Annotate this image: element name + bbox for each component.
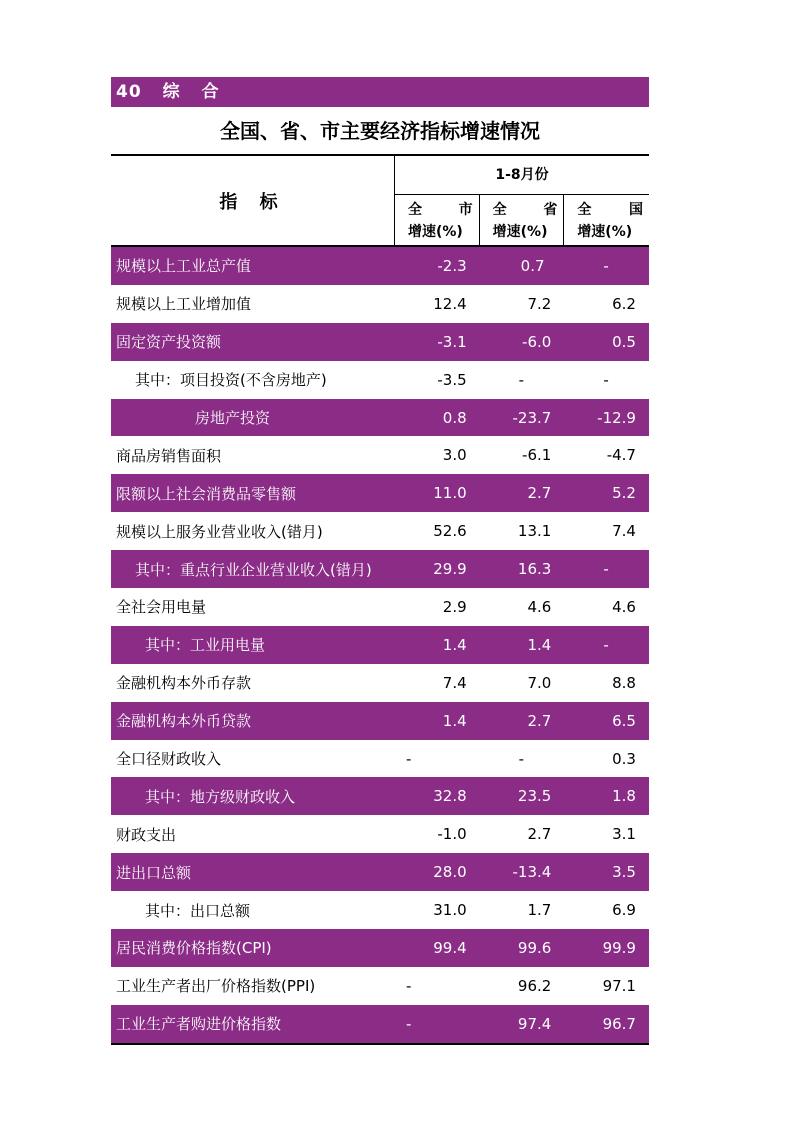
city-value: 12.4: [433, 294, 467, 313]
nation-value: 97.1: [602, 976, 636, 995]
row-label: 居民消费价格指数(CPI): [116, 939, 272, 958]
nation-value: -4.7: [606, 446, 636, 465]
province-value: 2.7: [527, 484, 552, 503]
city-value: 31.0: [433, 901, 467, 920]
row-label: 限额以上社会消费品零售额: [116, 484, 297, 503]
row-label: 规模以上服务业营业收入(错月): [116, 522, 323, 541]
column-header-nation-unit: 增速(%): [577, 224, 633, 240]
table-row: [111, 361, 649, 399]
column-header-city-right: 市: [458, 202, 473, 218]
column-header-nation: [564, 195, 649, 245]
nation-value: 5.2: [612, 484, 636, 503]
row-label: 固定资产投资额: [116, 333, 222, 352]
nation-value: 4.6: [612, 597, 636, 616]
table-row: [111, 967, 649, 1005]
nation-value: 1.8: [612, 787, 636, 806]
section-name-2: 合: [201, 82, 220, 102]
nation-value: 3.5: [612, 863, 636, 882]
province-value: 1.4: [527, 635, 552, 654]
row-label: 规模以上工业总产值: [116, 257, 252, 276]
nation-value: -: [603, 560, 609, 579]
column-header-city-left: 全: [408, 202, 422, 218]
province-value: -: [518, 749, 525, 768]
row-label: 金融机构本外币存款: [116, 674, 252, 693]
table-row: [111, 853, 649, 891]
statistics-page: [111, 77, 649, 1045]
nation-value: -: [603, 370, 609, 389]
section-header: [111, 77, 649, 107]
table-row: [111, 588, 649, 626]
table-row: [111, 702, 649, 740]
nation-value: 3.1: [612, 825, 636, 844]
row-label: 全口径财政收入: [116, 750, 222, 769]
city-value: 7.4: [442, 673, 467, 692]
nation-value: 96.7: [602, 1014, 636, 1033]
table-row: [111, 474, 649, 512]
row-label: 规模以上工业增加值: [116, 295, 252, 314]
table-row: [111, 285, 649, 323]
table-row: [111, 929, 649, 967]
province-value: 97.4: [517, 1014, 552, 1033]
column-header-nation-left: 全: [577, 202, 592, 218]
city-value: 29.9: [433, 560, 467, 579]
province-value: -23.7: [512, 408, 552, 427]
row-label: 财政支出: [116, 825, 177, 844]
column-header-province-left: 全: [492, 202, 507, 218]
nation-value: 0.5: [612, 332, 636, 351]
table-row: [111, 1005, 649, 1043]
nation-value: 99.9: [602, 938, 636, 957]
city-value: 1.4: [442, 711, 467, 730]
table-title: 全国、省、市主要经济指标增速情况: [111, 107, 649, 156]
column-headers: [395, 195, 649, 245]
province-value: 0.7: [520, 256, 545, 275]
row-label: 房地产投资: [195, 409, 271, 427]
table-row: [111, 740, 649, 778]
row-label: 进出口总额: [116, 863, 192, 882]
province-value: 16.3: [517, 560, 552, 579]
province-value: 4.6: [527, 597, 552, 616]
table-row: [111, 436, 649, 474]
province-value: 13.1: [517, 522, 552, 541]
row-label: 其中：重点行业企业营业收入(错月): [135, 560, 372, 579]
nation-value: -12.9: [597, 408, 636, 427]
city-value: -2.3: [437, 256, 467, 275]
province-value: 1.7: [527, 901, 552, 920]
city-value: -: [406, 749, 412, 768]
city-value: 28.0: [433, 863, 467, 882]
province-value: 96.2: [517, 976, 552, 995]
province-value: 23.5: [517, 787, 552, 806]
nation-value: 7.4: [612, 522, 636, 541]
table-row: [111, 626, 649, 664]
row-label: 其中：工业用电量: [145, 636, 266, 655]
nation-value: 0.3: [612, 749, 636, 768]
column-header-city: [395, 195, 480, 245]
city-value: 32.8: [433, 787, 467, 806]
nation-value: 6.9: [612, 901, 636, 920]
row-label: 工业生产者购进价格指数: [116, 1015, 282, 1034]
row-label: 全社会用电量: [116, 598, 207, 617]
bottom-rule: [111, 1043, 649, 1045]
table-row: [111, 815, 649, 853]
city-value: 3.0: [442, 446, 467, 465]
province-value: 2.7: [527, 825, 552, 844]
table-row: [111, 247, 649, 285]
city-value: -: [406, 1014, 412, 1033]
city-value: 52.6: [433, 522, 467, 541]
column-header-province-unit: 增速(%): [492, 224, 548, 240]
row-label: 其中：地方级财政收入: [145, 787, 296, 806]
table-body: [111, 247, 649, 1043]
province-value: -6.1: [522, 446, 552, 465]
city-value: 2.9: [442, 597, 467, 616]
section-number: 40: [116, 82, 142, 102]
row-label: 其中：出口总额: [145, 901, 251, 920]
table-header: [111, 156, 649, 247]
column-header-city-unit: 增速(%): [408, 224, 463, 240]
nation-value: 6.2: [612, 294, 636, 313]
city-value: 0.8: [442, 408, 467, 427]
column-header-province-right: 省: [543, 202, 558, 218]
nation-value: -: [603, 635, 609, 654]
city-value: 99.4: [433, 938, 467, 957]
row-label: 工业生产者出厂价格指数(PPI): [116, 977, 316, 996]
table-row: [111, 891, 649, 929]
column-header-nation-right: 国: [628, 202, 643, 218]
city-value: 11.0: [433, 484, 467, 503]
section-name-1: 综: [162, 82, 181, 102]
row-label: 其中：项目投资(不含房地产): [135, 371, 327, 390]
nation-value: 6.5: [612, 711, 636, 730]
city-value: 1.4: [442, 635, 467, 654]
table-row: [111, 399, 649, 437]
province-value: -: [518, 370, 525, 389]
indicator-header: 指 标: [111, 156, 395, 245]
table-row: [111, 512, 649, 550]
row-label: 金融机构本外币贷款: [116, 712, 252, 731]
province-value: -13.4: [512, 863, 552, 882]
province-value: 7.2: [527, 294, 552, 313]
table-row: [111, 550, 649, 588]
province-value: 2.7: [527, 711, 552, 730]
period-header: 1-8月份: [395, 156, 649, 195]
city-value: -: [406, 976, 412, 995]
city-value: -3.1: [437, 332, 467, 351]
table-row: [111, 323, 649, 361]
nation-value: 8.8: [612, 673, 636, 692]
province-value: -6.0: [522, 332, 552, 351]
city-value: -1.0: [437, 825, 467, 844]
row-label: 商品房销售面积: [116, 446, 222, 465]
city-value: -3.5: [437, 370, 467, 389]
table-row: [111, 664, 649, 702]
province-value: 7.0: [527, 673, 552, 692]
nation-value: -: [603, 256, 609, 275]
table-row: [111, 777, 649, 815]
province-value: 99.6: [517, 938, 552, 957]
column-header-province: [480, 195, 565, 245]
